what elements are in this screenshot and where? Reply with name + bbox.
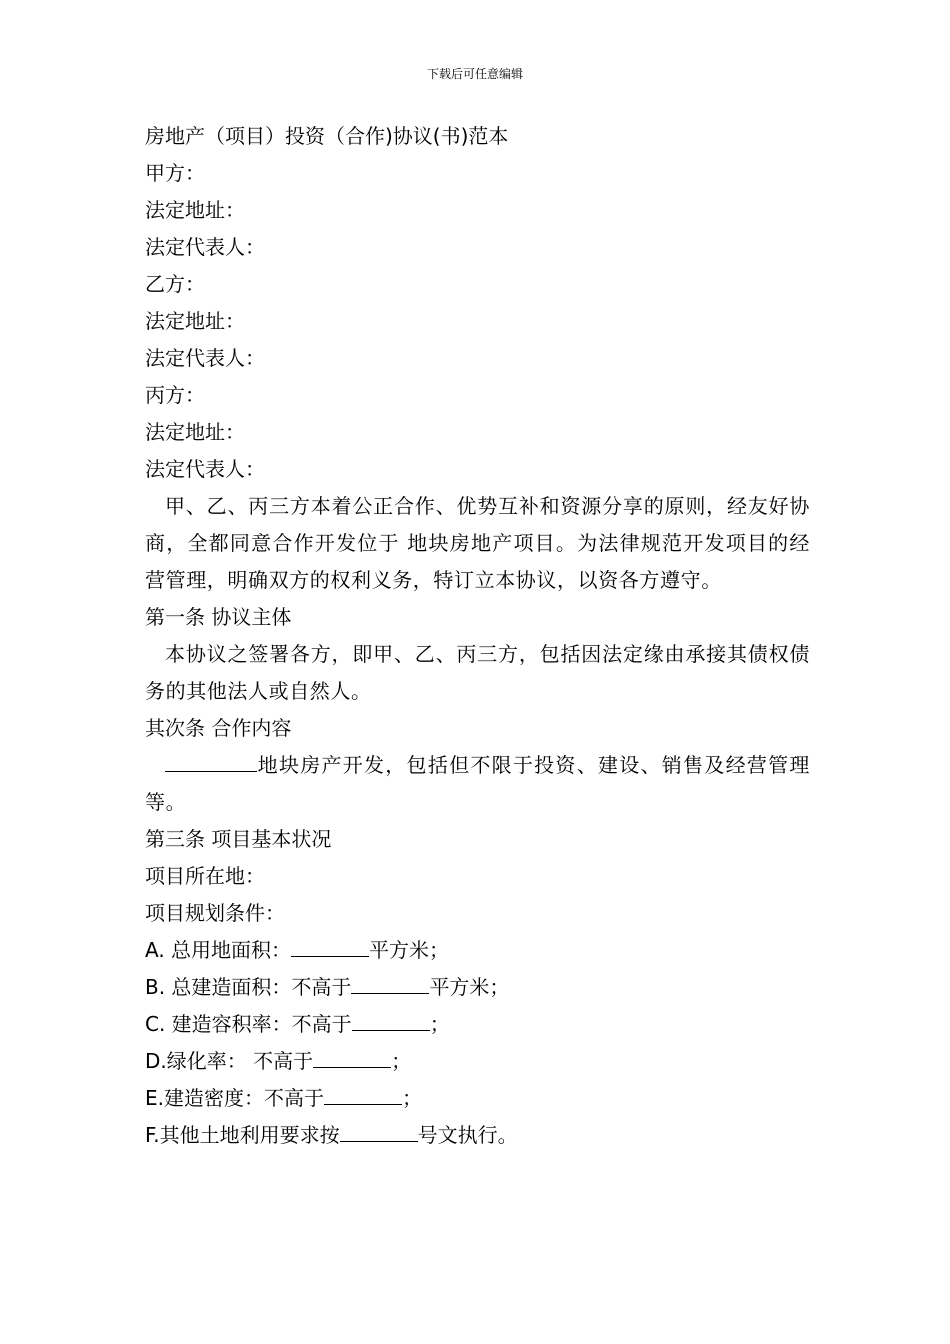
- blank-line: [291, 934, 369, 957]
- blank-line: [324, 1082, 402, 1105]
- blank-line: [340, 1119, 418, 1142]
- item-d-unit: ；: [391, 1049, 412, 1073]
- article-1-title: 第一条 协议主体: [145, 605, 292, 629]
- item-c-label: C. 建造容积率：不高于: [145, 1012, 352, 1036]
- party-c-label: 丙方：: [145, 383, 205, 407]
- article-2-title: 其次条 合作内容: [145, 716, 292, 740]
- item-b-label: B. 总建造面积：不高于: [145, 975, 352, 999]
- condition-item-a: [145, 932, 810, 969]
- item-e-unit: ；: [402, 1086, 422, 1110]
- blank-line: [313, 1045, 391, 1068]
- condition-item-f: [145, 1117, 810, 1154]
- blank-line: [165, 749, 257, 772]
- party-c-address: 法定地址：: [145, 420, 245, 444]
- condition-item-b: [145, 969, 810, 1006]
- blank-line: [352, 1008, 430, 1031]
- document-title: 房地产（项目）投资（合作)协议(书)范本: [145, 124, 509, 148]
- item-a-label: A. 总用地面积：: [145, 938, 292, 962]
- item-b-unit: 平方米；: [429, 975, 510, 999]
- party-b-address: 法定地址：: [145, 309, 245, 333]
- project-conditions: 项目规划条件：: [145, 901, 285, 925]
- party-b-label: 乙方：: [145, 272, 205, 296]
- party-b-representative: 法定代表人：: [145, 346, 265, 370]
- document-body: [145, 118, 810, 1154]
- item-f-unit: 号文执行。: [417, 1123, 518, 1147]
- party-c-representative: 法定代表人：: [145, 457, 265, 481]
- project-location: 项目所在地：: [145, 864, 265, 888]
- blank-line: [351, 971, 429, 994]
- article-1-body: 本协议之签署各方，即甲、乙、丙三方，包括因法定缘由承接其债权债务的其他法人或自然人。: [145, 642, 810, 703]
- item-c-unit: ；: [429, 1012, 450, 1036]
- party-a-address: 法定地址：: [145, 198, 245, 222]
- article-3-title: 第三条 项目基本状况: [145, 827, 332, 851]
- party-a-representative: 法定代表人：: [145, 235, 265, 259]
- condition-item-d: [145, 1043, 810, 1080]
- item-f-label: F.其他土地利用要求按: [145, 1123, 340, 1147]
- condition-item-c: [145, 1006, 810, 1043]
- intro-paragraph: 甲、乙、丙三方本着公正合作、优势互补和资源分享的原则，经友好协商，全都同意合作开发位于 地块房地产项目。为法律规范开发项目的经营管理，明确双方的权利义务，特订立本协议，以资各方遵守。: [145, 494, 810, 592]
- condition-item-e: [145, 1080, 810, 1117]
- article-2-body: 地块房产开发，包括但不限于投资、建设、销售及经营管理等。: [145, 753, 810, 814]
- article-2-paragraph: [145, 747, 810, 821]
- page-header: 下载后可任意编辑: [426, 67, 523, 81]
- item-d-label: D.绿化率： 不高于: [145, 1049, 314, 1073]
- item-a-unit: 平方米；: [369, 938, 450, 962]
- party-a-label: 甲方：: [145, 161, 205, 185]
- item-e-label: E.建造密度：不高于: [145, 1086, 324, 1110]
